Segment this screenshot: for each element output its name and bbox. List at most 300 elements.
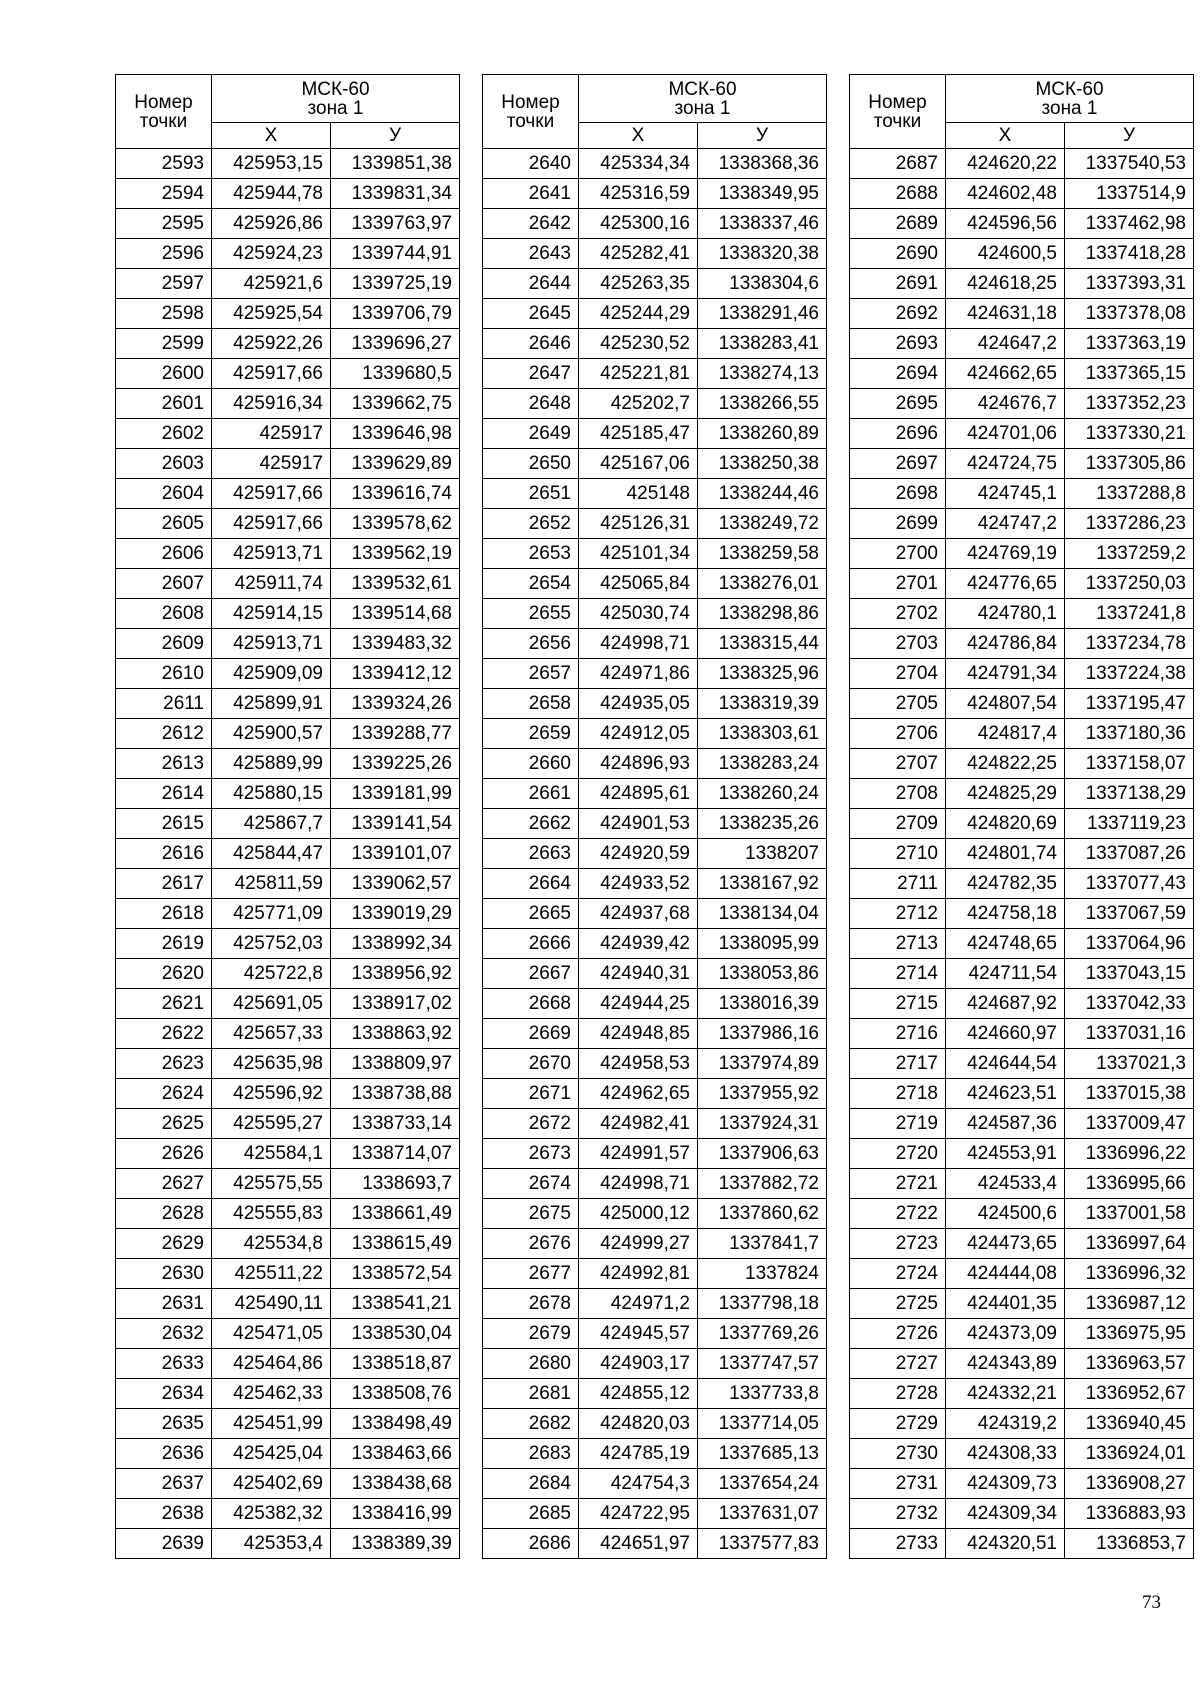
table-row bbox=[850, 629, 1194, 659]
y-cell: 1339744,91 bbox=[331, 239, 460, 269]
y-cell: 1337352,23 bbox=[1065, 389, 1194, 419]
x-cell: 424945,57 bbox=[579, 1319, 698, 1349]
x-header: Х bbox=[579, 123, 698, 149]
x-cell: 424769,19 bbox=[946, 539, 1065, 569]
point-number-cell: 2652 bbox=[483, 509, 579, 539]
x-cell: 425917 bbox=[212, 449, 331, 479]
y-cell: 1337305,86 bbox=[1065, 449, 1194, 479]
x-cell: 424748,65 bbox=[946, 929, 1065, 959]
y-cell: 1338337,46 bbox=[698, 209, 827, 239]
x-cell: 424901,53 bbox=[579, 809, 698, 839]
y-cell: 1337259,2 bbox=[1065, 539, 1194, 569]
point-number-cell: 2682 bbox=[483, 1409, 579, 1439]
x-cell: 425382,32 bbox=[212, 1499, 331, 1529]
table-row bbox=[116, 809, 460, 839]
x-cell: 424676,7 bbox=[946, 389, 1065, 419]
point-number-cell: 2721 bbox=[850, 1169, 946, 1199]
table-row bbox=[116, 1139, 460, 1169]
table-row bbox=[116, 389, 460, 419]
x-cell: 425635,98 bbox=[212, 1049, 331, 1079]
point-number-cell: 2707 bbox=[850, 749, 946, 779]
x-cell: 424587,36 bbox=[946, 1109, 1065, 1139]
y-cell: 1337363,19 bbox=[1065, 329, 1194, 359]
y-cell: 1337824 bbox=[698, 1259, 827, 1289]
y-cell: 1337747,57 bbox=[698, 1349, 827, 1379]
point-number-header: Номер точки bbox=[483, 75, 579, 149]
table-row bbox=[116, 1439, 460, 1469]
y-cell: 1338463,66 bbox=[331, 1439, 460, 1469]
table-row bbox=[850, 209, 1194, 239]
y-cell: 1337514,9 bbox=[1065, 179, 1194, 209]
coordinate-system-header: МСК-60 зона 1 bbox=[946, 75, 1194, 123]
table-row bbox=[116, 1529, 460, 1559]
point-number-cell: 2633 bbox=[116, 1349, 212, 1379]
point-number-cell: 2702 bbox=[850, 599, 946, 629]
y-cell: 1338249,72 bbox=[698, 509, 827, 539]
x-cell: 425924,23 bbox=[212, 239, 331, 269]
x-cell: 424745,1 bbox=[946, 479, 1065, 509]
point-number-cell: 2598 bbox=[116, 299, 212, 329]
x-cell: 424912,05 bbox=[579, 719, 698, 749]
point-number-cell: 2626 bbox=[116, 1139, 212, 1169]
y-cell: 1337631,07 bbox=[698, 1499, 827, 1529]
x-cell: 424332,21 bbox=[946, 1379, 1065, 1409]
table-row bbox=[850, 1439, 1194, 1469]
point-number-cell: 2628 bbox=[116, 1199, 212, 1229]
table-row bbox=[116, 569, 460, 599]
table-row bbox=[850, 569, 1194, 599]
y-cell: 1337924,31 bbox=[698, 1109, 827, 1139]
y-cell: 1339629,89 bbox=[331, 449, 460, 479]
y-cell: 1339851,38 bbox=[331, 149, 460, 179]
y-cell: 1339225,26 bbox=[331, 749, 460, 779]
y-cell: 1337841,7 bbox=[698, 1229, 827, 1259]
point-number-cell: 2712 bbox=[850, 899, 946, 929]
y-header: У bbox=[331, 123, 460, 149]
table-row bbox=[116, 1289, 460, 1319]
y-cell: 1336853,7 bbox=[1065, 1529, 1194, 1559]
point-number-cell: 2704 bbox=[850, 659, 946, 689]
x-cell: 424780,1 bbox=[946, 599, 1065, 629]
table-row bbox=[116, 419, 460, 449]
y-cell: 1336997,64 bbox=[1065, 1229, 1194, 1259]
point-number-cell: 2686 bbox=[483, 1529, 579, 1559]
x-cell: 424825,29 bbox=[946, 779, 1065, 809]
x-cell: 424553,91 bbox=[946, 1139, 1065, 1169]
x-cell: 424401,35 bbox=[946, 1289, 1065, 1319]
table-row bbox=[116, 839, 460, 869]
x-cell: 425101,34 bbox=[579, 539, 698, 569]
x-cell: 425844,47 bbox=[212, 839, 331, 869]
y-cell: 1338283,41 bbox=[698, 329, 827, 359]
point-number-cell: 2716 bbox=[850, 1019, 946, 1049]
point-number-cell: 2604 bbox=[116, 479, 212, 509]
point-number-cell: 2648 bbox=[483, 389, 579, 419]
table-row bbox=[483, 269, 827, 299]
table-row bbox=[116, 1109, 460, 1139]
point-number-cell: 2692 bbox=[850, 299, 946, 329]
x-cell: 425916,34 bbox=[212, 389, 331, 419]
x-cell: 424786,84 bbox=[946, 629, 1065, 659]
point-number-cell: 2597 bbox=[116, 269, 212, 299]
table-row bbox=[483, 899, 827, 929]
x-cell: 425282,41 bbox=[579, 239, 698, 269]
y-cell: 1339412,12 bbox=[331, 659, 460, 689]
x-cell: 425900,57 bbox=[212, 719, 331, 749]
x-cell: 424998,71 bbox=[579, 1169, 698, 1199]
table-row bbox=[850, 1469, 1194, 1499]
x-cell: 424933,52 bbox=[579, 869, 698, 899]
coordinates-table-3 bbox=[849, 74, 1194, 1559]
point-number-cell: 2636 bbox=[116, 1439, 212, 1469]
table-row bbox=[483, 719, 827, 749]
table-row bbox=[483, 539, 827, 569]
x-cell: 424444,08 bbox=[946, 1259, 1065, 1289]
point-number-cell: 2705 bbox=[850, 689, 946, 719]
y-cell: 1339578,62 bbox=[331, 509, 460, 539]
y-cell: 1337021,3 bbox=[1065, 1049, 1194, 1079]
point-number-cell: 2676 bbox=[483, 1229, 579, 1259]
point-number-cell: 2659 bbox=[483, 719, 579, 749]
x-cell: 424782,35 bbox=[946, 869, 1065, 899]
y-cell: 1338349,95 bbox=[698, 179, 827, 209]
point-number-cell: 2616 bbox=[116, 839, 212, 869]
y-cell: 1337418,28 bbox=[1065, 239, 1194, 269]
point-number-cell: 2617 bbox=[116, 869, 212, 899]
x-cell: 425752,03 bbox=[212, 929, 331, 959]
x-cell: 425534,8 bbox=[212, 1229, 331, 1259]
page-number: 73 bbox=[1142, 1592, 1161, 1613]
table-row bbox=[116, 749, 460, 779]
point-number-cell: 2603 bbox=[116, 449, 212, 479]
x-cell: 425867,7 bbox=[212, 809, 331, 839]
table-row bbox=[850, 299, 1194, 329]
y-cell: 1337798,18 bbox=[698, 1289, 827, 1319]
table-row bbox=[116, 1499, 460, 1529]
x-cell: 424473,65 bbox=[946, 1229, 1065, 1259]
point-number-cell: 2703 bbox=[850, 629, 946, 659]
x-cell: 424623,51 bbox=[946, 1079, 1065, 1109]
table-row bbox=[850, 359, 1194, 389]
x-cell: 425402,69 bbox=[212, 1469, 331, 1499]
table-row bbox=[483, 989, 827, 1019]
y-cell: 1337043,15 bbox=[1065, 959, 1194, 989]
point-number-cell: 2663 bbox=[483, 839, 579, 869]
table-row bbox=[483, 809, 827, 839]
x-cell: 424935,05 bbox=[579, 689, 698, 719]
y-cell: 1336883,93 bbox=[1065, 1499, 1194, 1529]
coordinates-table-2 bbox=[482, 74, 827, 1559]
point-number-cell: 2632 bbox=[116, 1319, 212, 1349]
table-row bbox=[116, 899, 460, 929]
x-cell: 425462,33 bbox=[212, 1379, 331, 1409]
x-cell: 425811,59 bbox=[212, 869, 331, 899]
y-cell: 1338276,01 bbox=[698, 569, 827, 599]
x-cell: 424747,2 bbox=[946, 509, 1065, 539]
x-cell: 425148 bbox=[579, 479, 698, 509]
table-row bbox=[483, 329, 827, 359]
table-row bbox=[850, 809, 1194, 839]
x-cell: 424937,68 bbox=[579, 899, 698, 929]
table-row bbox=[483, 1319, 827, 1349]
point-number-cell: 2694 bbox=[850, 359, 946, 389]
y-cell: 1337577,83 bbox=[698, 1529, 827, 1559]
table-row bbox=[850, 1199, 1194, 1229]
y-cell: 1337986,16 bbox=[698, 1019, 827, 1049]
point-number-cell: 2733 bbox=[850, 1529, 946, 1559]
x-cell: 424309,34 bbox=[946, 1499, 1065, 1529]
point-number-cell: 2644 bbox=[483, 269, 579, 299]
table-row bbox=[850, 959, 1194, 989]
table-row bbox=[116, 1049, 460, 1079]
y-cell: 1338095,99 bbox=[698, 929, 827, 959]
table-row bbox=[483, 1259, 827, 1289]
table-row bbox=[850, 1019, 1194, 1049]
point-number-cell: 2623 bbox=[116, 1049, 212, 1079]
table-row bbox=[850, 1109, 1194, 1139]
table-row bbox=[483, 1469, 827, 1499]
point-number-cell: 2696 bbox=[850, 419, 946, 449]
y-cell: 1337009,47 bbox=[1065, 1109, 1194, 1139]
y-cell: 1338319,39 bbox=[698, 689, 827, 719]
table-row bbox=[483, 1349, 827, 1379]
table-row bbox=[850, 1229, 1194, 1259]
point-number-cell: 2631 bbox=[116, 1289, 212, 1319]
point-number-cell: 2679 bbox=[483, 1319, 579, 1349]
point-number-cell: 2729 bbox=[850, 1409, 946, 1439]
table-row bbox=[483, 779, 827, 809]
table-row bbox=[850, 989, 1194, 1019]
y-cell: 1339831,34 bbox=[331, 179, 460, 209]
table-row bbox=[850, 269, 1194, 299]
y-cell: 1337685,13 bbox=[698, 1439, 827, 1469]
point-number-cell: 2701 bbox=[850, 569, 946, 599]
point-number-cell: 2638 bbox=[116, 1499, 212, 1529]
point-number-cell: 2715 bbox=[850, 989, 946, 1019]
y-cell: 1338738,88 bbox=[331, 1079, 460, 1109]
y-cell: 1337224,38 bbox=[1065, 659, 1194, 689]
y-cell: 1338992,34 bbox=[331, 929, 460, 959]
point-number-cell: 2593 bbox=[116, 149, 212, 179]
point-number-cell: 2630 bbox=[116, 1259, 212, 1289]
x-cell: 424982,41 bbox=[579, 1109, 698, 1139]
y-cell: 1338283,24 bbox=[698, 749, 827, 779]
y-cell: 1338863,92 bbox=[331, 1019, 460, 1049]
table-row bbox=[850, 1289, 1194, 1319]
point-number-cell: 2670 bbox=[483, 1049, 579, 1079]
point-number-cell: 2649 bbox=[483, 419, 579, 449]
x-cell: 425490,11 bbox=[212, 1289, 331, 1319]
x-cell: 424971,2 bbox=[579, 1289, 698, 1319]
point-number-cell: 2668 bbox=[483, 989, 579, 1019]
table-row bbox=[483, 839, 827, 869]
x-cell: 424373,09 bbox=[946, 1319, 1065, 1349]
x-cell: 424776,65 bbox=[946, 569, 1065, 599]
y-cell: 1336924,01 bbox=[1065, 1439, 1194, 1469]
point-number-cell: 2731 bbox=[850, 1469, 946, 1499]
y-cell: 1338304,6 bbox=[698, 269, 827, 299]
x-cell: 425917,66 bbox=[212, 479, 331, 509]
x-cell: 424958,53 bbox=[579, 1049, 698, 1079]
table-row bbox=[116, 599, 460, 629]
y-cell: 1339725,19 bbox=[331, 269, 460, 299]
x-cell: 424660,97 bbox=[946, 1019, 1065, 1049]
y-cell: 1337250,03 bbox=[1065, 569, 1194, 599]
y-cell: 1337654,24 bbox=[698, 1469, 827, 1499]
table-row bbox=[483, 1499, 827, 1529]
table-row bbox=[116, 449, 460, 479]
point-number-cell: 2691 bbox=[850, 269, 946, 299]
y-cell: 1338259,58 bbox=[698, 539, 827, 569]
x-header: Х bbox=[946, 123, 1065, 149]
table-row bbox=[116, 1259, 460, 1289]
table-row bbox=[850, 1499, 1194, 1529]
y-cell: 1337031,16 bbox=[1065, 1019, 1194, 1049]
y-cell: 1337733,8 bbox=[698, 1379, 827, 1409]
x-cell: 425922,26 bbox=[212, 329, 331, 359]
table-row bbox=[116, 359, 460, 389]
y-cell: 1336996,22 bbox=[1065, 1139, 1194, 1169]
point-number-cell: 2608 bbox=[116, 599, 212, 629]
x-cell: 425921,6 bbox=[212, 269, 331, 299]
y-cell: 1336987,12 bbox=[1065, 1289, 1194, 1319]
x-cell: 425584,1 bbox=[212, 1139, 331, 1169]
x-cell: 425167,06 bbox=[579, 449, 698, 479]
y-cell: 1337378,08 bbox=[1065, 299, 1194, 329]
point-number-cell: 2693 bbox=[850, 329, 946, 359]
x-cell: 425595,27 bbox=[212, 1109, 331, 1139]
y-cell: 1337540,53 bbox=[1065, 149, 1194, 179]
y-cell: 1337241,8 bbox=[1065, 599, 1194, 629]
y-cell: 1337769,26 bbox=[698, 1319, 827, 1349]
x-cell: 425917,66 bbox=[212, 359, 331, 389]
x-cell: 425925,54 bbox=[212, 299, 331, 329]
point-number-cell: 2717 bbox=[850, 1049, 946, 1079]
x-cell: 424722,95 bbox=[579, 1499, 698, 1529]
point-number-cell: 2647 bbox=[483, 359, 579, 389]
x-cell: 424939,42 bbox=[579, 929, 698, 959]
table-row bbox=[483, 389, 827, 419]
point-number-cell: 2600 bbox=[116, 359, 212, 389]
x-cell: 425000,12 bbox=[579, 1199, 698, 1229]
table-row bbox=[850, 179, 1194, 209]
x-cell: 424962,65 bbox=[579, 1079, 698, 1109]
y-cell: 1337860,62 bbox=[698, 1199, 827, 1229]
table-row bbox=[850, 659, 1194, 689]
point-number-cell: 2671 bbox=[483, 1079, 579, 1109]
y-cell: 1337138,29 bbox=[1065, 779, 1194, 809]
point-number-cell: 2724 bbox=[850, 1259, 946, 1289]
y-cell: 1339141,54 bbox=[331, 809, 460, 839]
y-cell: 1338661,49 bbox=[331, 1199, 460, 1229]
table-row bbox=[850, 1349, 1194, 1379]
y-cell: 1338508,76 bbox=[331, 1379, 460, 1409]
coordinates-table-1 bbox=[115, 74, 460, 1559]
y-cell: 1339706,79 bbox=[331, 299, 460, 329]
x-cell: 424533,4 bbox=[946, 1169, 1065, 1199]
point-number-cell: 2673 bbox=[483, 1139, 579, 1169]
point-number-cell: 2642 bbox=[483, 209, 579, 239]
y-cell: 1336995,66 bbox=[1065, 1169, 1194, 1199]
table-row bbox=[483, 869, 827, 899]
table-row bbox=[483, 479, 827, 509]
x-cell: 424944,25 bbox=[579, 989, 698, 1019]
point-number-cell: 2637 bbox=[116, 1469, 212, 1499]
y-cell: 1338416,99 bbox=[331, 1499, 460, 1529]
table-row bbox=[483, 509, 827, 539]
y-cell: 1337714,05 bbox=[698, 1409, 827, 1439]
y-cell: 1336963,57 bbox=[1065, 1349, 1194, 1379]
point-number-cell: 2651 bbox=[483, 479, 579, 509]
x-cell: 425909,09 bbox=[212, 659, 331, 689]
point-number-cell: 2606 bbox=[116, 539, 212, 569]
y-cell: 1338250,38 bbox=[698, 449, 827, 479]
point-number-cell: 2594 bbox=[116, 179, 212, 209]
table-row bbox=[116, 209, 460, 239]
point-number-cell: 2619 bbox=[116, 929, 212, 959]
y-cell: 1337087,26 bbox=[1065, 839, 1194, 869]
point-number-cell: 2643 bbox=[483, 239, 579, 269]
y-cell: 1337158,07 bbox=[1065, 749, 1194, 779]
point-number-cell: 2646 bbox=[483, 329, 579, 359]
y-cell: 1338438,68 bbox=[331, 1469, 460, 1499]
table-row bbox=[483, 1079, 827, 1109]
table-row bbox=[116, 1409, 460, 1439]
x-cell: 425555,83 bbox=[212, 1199, 331, 1229]
y-cell: 1339514,68 bbox=[331, 599, 460, 629]
y-cell: 1337234,78 bbox=[1065, 629, 1194, 659]
y-cell: 1338167,92 bbox=[698, 869, 827, 899]
x-cell: 425300,16 bbox=[579, 209, 698, 239]
y-cell: 1337180,36 bbox=[1065, 719, 1194, 749]
x-cell: 425911,74 bbox=[212, 569, 331, 599]
x-cell: 425899,91 bbox=[212, 689, 331, 719]
table-row bbox=[850, 899, 1194, 929]
point-number-cell: 2681 bbox=[483, 1379, 579, 1409]
table-row bbox=[483, 179, 827, 209]
point-number-cell: 2725 bbox=[850, 1289, 946, 1319]
x-cell: 424801,74 bbox=[946, 839, 1065, 869]
y-cell: 1337974,89 bbox=[698, 1049, 827, 1079]
x-cell: 424596,56 bbox=[946, 209, 1065, 239]
y-cell: 1337077,43 bbox=[1065, 869, 1194, 899]
x-cell: 424600,5 bbox=[946, 239, 1065, 269]
table-row bbox=[116, 1169, 460, 1199]
point-number-cell: 2602 bbox=[116, 419, 212, 449]
point-number-cell: 2627 bbox=[116, 1169, 212, 1199]
y-cell: 1338518,87 bbox=[331, 1349, 460, 1379]
point-number-cell: 2683 bbox=[483, 1439, 579, 1469]
table-row bbox=[850, 719, 1194, 749]
point-number-cell: 2677 bbox=[483, 1259, 579, 1289]
y-cell: 1338274,13 bbox=[698, 359, 827, 389]
x-cell: 424758,18 bbox=[946, 899, 1065, 929]
x-cell: 425596,92 bbox=[212, 1079, 331, 1109]
x-cell: 424343,89 bbox=[946, 1349, 1065, 1379]
point-number-cell: 2621 bbox=[116, 989, 212, 1019]
point-number-cell: 2607 bbox=[116, 569, 212, 599]
x-cell: 424618,25 bbox=[946, 269, 1065, 299]
point-number-cell: 2708 bbox=[850, 779, 946, 809]
y-cell: 1338235,26 bbox=[698, 809, 827, 839]
point-number-cell: 2641 bbox=[483, 179, 579, 209]
point-number-cell: 2613 bbox=[116, 749, 212, 779]
point-number-cell: 2667 bbox=[483, 959, 579, 989]
y-cell: 1338714,07 bbox=[331, 1139, 460, 1169]
table-row bbox=[483, 1019, 827, 1049]
table-row bbox=[850, 839, 1194, 869]
x-cell: 425657,33 bbox=[212, 1019, 331, 1049]
